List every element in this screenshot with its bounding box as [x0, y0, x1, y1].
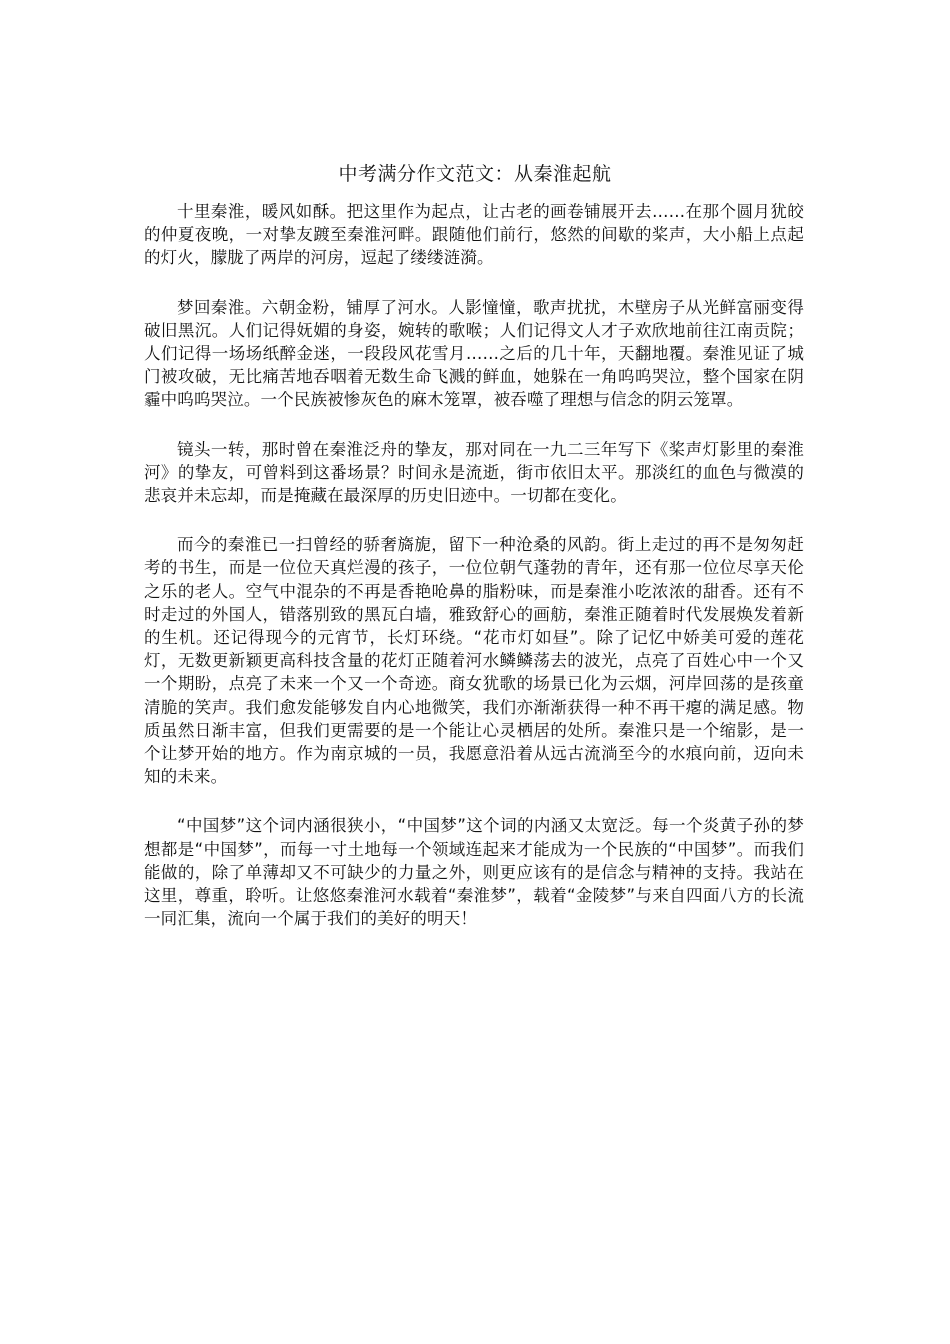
paragraph-1: 十里秦淮，暖风如酥。把这里作为起点，让古老的画卷铺展开去……在那个圆月犹皎的仲夏夜晚，一对挚友踱至秦淮河畔。跟随他们前行，悠然的间歇的桨声，大小船上点起的灯火，朦胧了两岸的河房，逗起了缕缕涟漪。	[144, 202, 804, 268]
paragraph-3: 镜头一转，那时曾在秦淮泛舟的挚友，那对同在一九二三年写下《桨声灯影里的秦淮河》的挚友，可曾料到这番场景？时间永是流逝，街市依旧太平。那淡红的血色与微漠的悲哀并未忘却，而是掩藏在最深厚的历史旧迹中。一切都在变化。	[144, 439, 804, 506]
paragraph-5: “中国梦”这个词内涵很狭小，“中国梦”这个词的内涵又太宽泛。每一个炎黄子孙的梦想都是“中国梦”，而每一寸土地每一个领域连起来才能成为一个民族的“中国梦”。而我们能做的，除了单薄却又不可缺少的力量之外，则更应该有的是信念与精神的支持。我站在这里，尊重，聆听。让悠悠秦淮河水载着“秦淮梦”，载着“金陵梦”与来自四面八方的长流一同汇集，流向一个属于我们的美好的明天！	[144, 816, 804, 929]
document-body	[144, 200, 804, 956]
document-title: 中考满分作文范文：从秦淮起航	[338, 163, 612, 185]
paragraph-4: 而今的秦淮已一扫曾经的骄奢旖旎，留下一种沧桑的风韵。街上走过的再不是匆匆赶考的书生，而是一位位天真烂漫的孩子，一位位朝气蓬勃的青年，还有那一位位尽享天伦之乐的老人。空气中混杂的不再是香艳呛鼻的脂粉味，而是秦淮小吃浓浓的甜香。还有不时走过的外国人，错落别致的黑瓦白墙，雅致舒心的画舫，秦淮正随着时代发展焕发着新的生机。还记得现今的元宵节，长灯环绕。“花市灯如昼”。除了记忆中娇美可爱的莲花灯，无数更新颖更高科技含量的花灯正随着河水鳞鳞荡去的波光，点亮了百姓心中一个又一个期盼，点亮了未来一个又一个奇迹。商女犹歌的场景已化为云烟，河岸回荡的是孩童清脆的笑声。我们愈发能够发自内心地微笑，我们亦渐渐获得一种不再干瘪的满足感。物质虽然日渐丰富，但我们更需要的是一个能让心灵栖居的处所。秦淮只是一个缩影，是一个让梦开始的地方。作为南京城的一员，我愿意沿着从远古流淌至今的水痕向前，迈向未知的未来。	[144, 535, 804, 787]
paragraph-2: 梦回秦淮。六朝金粉，铺厚了河水。人影憧憧，歌声扰扰，木壁房子从光鲜富丽变得破旧黑沉。人们记得妩媚的身姿，婉转的歌喉；人们记得文人才子欢欣地前往江南贡院；人们记得一场场纸醉金迷，一段段风花雪月……之后的几十年，天翻地覆。秦淮见证了城门被攻破，无比痛苦地吞咽着无数生命飞溅的鲜血，她躲在一角呜呜哭泣，整个国家在阴霾中呜呜哭泣。一个民族被惨灰色的麻木笼罩，被吞噬了理想与信念的阴云笼罩。	[144, 297, 804, 410]
